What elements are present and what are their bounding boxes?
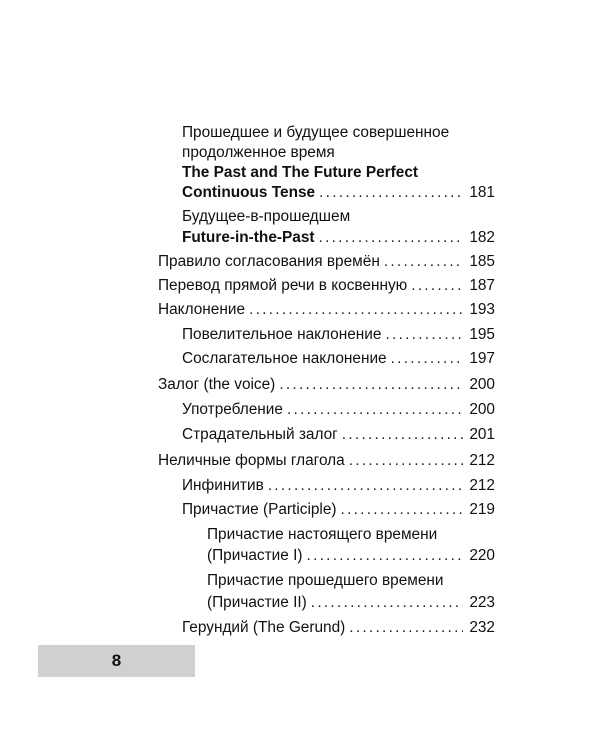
toc-text: продолженное время	[182, 144, 335, 161]
dot-leader	[349, 616, 463, 640]
toc-entry-label: Причастие (Participle)	[182, 501, 337, 518]
toc-entry[interactable]	[158, 449, 495, 473]
dot-leader	[384, 250, 463, 274]
toc-entry[interactable]	[182, 226, 495, 250]
toc-entry[interactable]	[158, 250, 495, 274]
toc-entry-label: Неличные формы глагола	[158, 452, 345, 469]
toc-entry-page: 187	[469, 277, 495, 294]
toc-entry-page: 195	[469, 326, 495, 343]
toc-entry-label: Герундий (The Gerund)	[182, 619, 346, 636]
dot-leader	[268, 474, 463, 498]
toc-entry-label: (Причастие I)	[207, 547, 303, 564]
dot-leader	[385, 323, 463, 347]
toc-entry-label: Употребление	[182, 401, 283, 418]
toc-entry-label: Правило согласования времён	[158, 253, 380, 270]
dot-leader	[349, 449, 463, 473]
toc-entry-page: 185	[469, 253, 495, 270]
toc-entry-label: Continuous Tense	[182, 184, 316, 201]
toc-entry[interactable]	[182, 616, 495, 640]
toc-text: Прошедшее и будущее совершенное	[182, 124, 450, 141]
toc-entry[interactable]	[182, 498, 495, 522]
toc-entry-label: Повелительное наклонение	[182, 326, 382, 343]
toc-entry-label: Залог (the voice)	[158, 376, 276, 393]
dot-leader	[342, 423, 463, 447]
toc-entry-page: 220	[469, 547, 495, 564]
dot-leader	[319, 226, 463, 250]
toc-entry-label: Инфинитив	[182, 477, 264, 494]
toc-entry[interactable]	[207, 591, 495, 615]
toc-entry-label: Сослагательное наклонение	[182, 350, 387, 367]
toc-entry[interactable]	[158, 373, 495, 397]
toc-entry[interactable]	[158, 274, 495, 298]
toc-text: The Past and The Future Perfect	[182, 164, 419, 181]
toc-entry-page: 219	[469, 501, 495, 518]
dot-leader	[341, 498, 463, 522]
toc-entry[interactable]	[182, 347, 495, 371]
toc-entry-label: Перевод прямой речи в косвенную	[158, 277, 408, 294]
toc-text: Причастие прошедшего времени	[207, 572, 444, 589]
toc-text: Будущее-в-прошедшем	[182, 208, 351, 225]
toc-entry[interactable]	[182, 474, 495, 498]
toc-entry-label: Future-in-the-Past	[182, 229, 315, 246]
dot-leader	[287, 398, 463, 422]
dot-leader	[249, 298, 463, 322]
dot-leader	[279, 373, 463, 397]
dot-leader	[411, 274, 463, 298]
dot-leader	[319, 181, 463, 205]
toc-entry[interactable]	[182, 423, 495, 447]
dot-leader	[311, 591, 463, 615]
page-number-bar	[38, 645, 195, 677]
dot-leader	[307, 544, 463, 568]
toc-entry-page: 181	[469, 184, 495, 201]
toc-entry[interactable]	[207, 544, 495, 568]
page-number: 8	[111, 651, 122, 670]
toc-entry-page: 182	[469, 229, 495, 246]
toc-entry-page: 212	[469, 477, 495, 494]
toc-entry-page: 193	[469, 301, 495, 318]
toc-entry-page: 232	[469, 619, 495, 636]
toc-entry-page: 212	[469, 452, 495, 469]
toc-entry-page: 197	[469, 350, 495, 367]
dot-leader	[391, 347, 463, 371]
toc-entry-label: Наклонение	[158, 301, 246, 318]
toc-entry[interactable]	[182, 323, 495, 347]
toc-entry-label: Страдательный залог	[182, 426, 338, 443]
toc-entry-page: 200	[469, 376, 495, 393]
toc-entry-page: 223	[469, 594, 495, 611]
toc-entry[interactable]	[158, 298, 495, 322]
toc-entry-page: 201	[469, 426, 495, 443]
toc-entry[interactable]	[182, 398, 495, 422]
toc-entry-page: 200	[469, 401, 495, 418]
toc-entry[interactable]	[182, 181, 495, 205]
toc-text: Причастие настоящего времени	[207, 526, 438, 543]
toc-entry-label: (Причастие II)	[207, 594, 307, 611]
